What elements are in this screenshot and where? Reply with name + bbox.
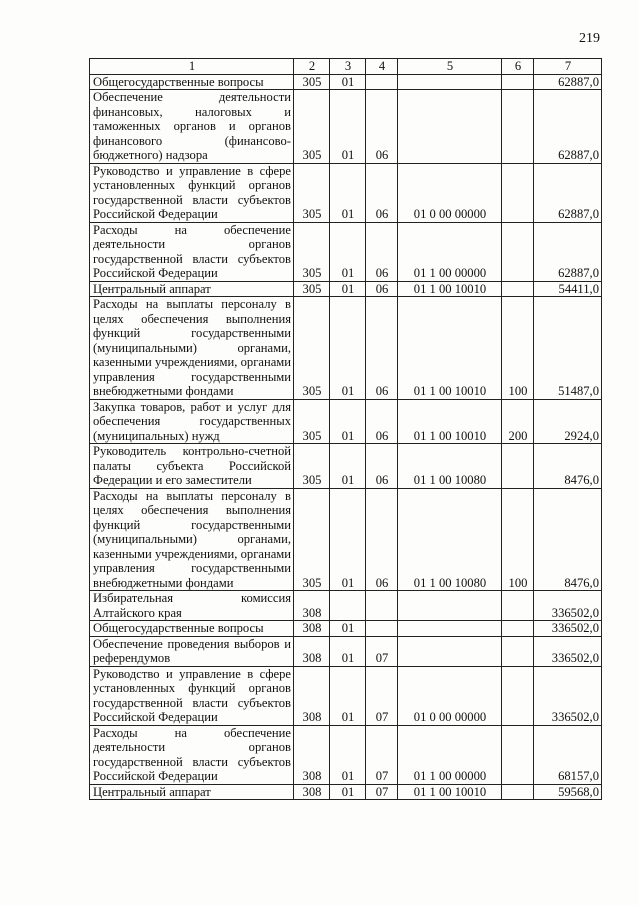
- row-rz-cell: [330, 591, 366, 621]
- table-row: [90, 399, 602, 444]
- table-row: [90, 621, 602, 637]
- row-name-cell: Общегосударственные вопросы: [90, 74, 294, 90]
- row-pr-cell: 06: [366, 399, 398, 444]
- table-row: [90, 636, 602, 666]
- row-name-cell: Общегосударственные вопросы: [90, 621, 294, 637]
- row-pr-cell: 06: [366, 90, 398, 164]
- row-sum-cell: 54411,0: [534, 281, 602, 297]
- row-pr-cell: 06: [366, 444, 398, 489]
- row-rz-cell: 01: [330, 621, 366, 637]
- row-csr-cell: 01 1 00 10010: [398, 399, 502, 444]
- row-vr-cell: [502, 636, 534, 666]
- row-vr-cell: 100: [502, 488, 534, 591]
- row-name-cell: Избирательная комиссия Алтайского края: [90, 591, 294, 621]
- row-sum-cell: 62887,0: [534, 163, 602, 222]
- column-header-3: 3: [330, 59, 366, 75]
- row-rz-cell: 01: [330, 222, 366, 281]
- row-ved-cell: 305: [294, 163, 330, 222]
- row-sum-cell: 59568,0: [534, 784, 602, 800]
- row-vr-cell: [502, 666, 534, 725]
- row-name-cell: Центральный аппарат: [90, 281, 294, 297]
- row-rz-cell: 01: [330, 444, 366, 489]
- row-rz-cell: 01: [330, 784, 366, 800]
- row-ved-cell: 305: [294, 281, 330, 297]
- column-header-1: 1: [90, 59, 294, 75]
- row-ved-cell: 308: [294, 666, 330, 725]
- row-name-cell: Расходы на обеспечение деятельности органов государственной власти субъектов Российской Федерации: [90, 222, 294, 281]
- row-csr-cell: 01 1 00 00000: [398, 222, 502, 281]
- table-row: [90, 666, 602, 725]
- row-name-cell: Руководитель контрольно-счетной палаты субъекта Российской Федерации и его заместители: [90, 444, 294, 489]
- row-name-cell: Закупка товаров, работ и услуг для обеспечения государственных (муниципальных) нужд: [90, 399, 294, 444]
- row-sum-cell: 2924,0: [534, 399, 602, 444]
- row-csr-cell: [398, 636, 502, 666]
- row-csr-cell: 01 1 00 10010: [398, 297, 502, 400]
- row-name-cell: Руководство и управление в сфере установленных функций органов государственной власти субъектов Российской Федерации: [90, 666, 294, 725]
- row-vr-cell: [502, 784, 534, 800]
- row-sum-cell: 336502,0: [534, 666, 602, 725]
- row-ved-cell: 305: [294, 297, 330, 400]
- row-pr-cell: 07: [366, 636, 398, 666]
- page-number: 219: [579, 31, 600, 46]
- row-vr-cell: [502, 222, 534, 281]
- row-vr-cell: [502, 163, 534, 222]
- row-vr-cell: [502, 74, 534, 90]
- row-sum-cell: 8476,0: [534, 444, 602, 489]
- row-csr-cell: 01 1 00 10010: [398, 281, 502, 297]
- row-rz-cell: 01: [330, 281, 366, 297]
- row-pr-cell: 06: [366, 222, 398, 281]
- table-body: [90, 74, 602, 800]
- table-row: [90, 74, 602, 90]
- row-vr-cell: 200: [502, 399, 534, 444]
- row-sum-cell: 62887,0: [534, 90, 602, 164]
- row-sum-cell: 62887,0: [534, 74, 602, 90]
- row-ved-cell: 305: [294, 399, 330, 444]
- row-rz-cell: 01: [330, 163, 366, 222]
- row-rz-cell: 01: [330, 488, 366, 591]
- table-row: [90, 488, 602, 591]
- column-header-6: 6: [502, 59, 534, 75]
- row-vr-cell: [502, 281, 534, 297]
- row-name-cell: Расходы на выплаты персоналу в целях обеспечения выполнения функций государственными (муниципальными) органами, казенными учреждениями, органами управления государственными внебюджетными фондами: [90, 488, 294, 591]
- row-pr-cell: 06: [366, 488, 398, 591]
- row-rz-cell: 01: [330, 297, 366, 400]
- row-rz-cell: 01: [330, 666, 366, 725]
- row-sum-cell: 336502,0: [534, 591, 602, 621]
- row-vr-cell: [502, 444, 534, 489]
- row-name-cell: Центральный аппарат: [90, 784, 294, 800]
- table-row: [90, 163, 602, 222]
- row-csr-cell: [398, 591, 502, 621]
- row-csr-cell: 01 1 00 10080: [398, 444, 502, 489]
- row-csr-cell: [398, 621, 502, 637]
- table-row: [90, 784, 602, 800]
- row-ved-cell: 305: [294, 74, 330, 90]
- row-vr-cell: [502, 591, 534, 621]
- row-ved-cell: 305: [294, 90, 330, 164]
- row-ved-cell: 305: [294, 488, 330, 591]
- row-pr-cell: 07: [366, 666, 398, 725]
- column-header-4: 4: [366, 59, 398, 75]
- row-pr-cell: 07: [366, 725, 398, 784]
- row-name-cell: Обеспечение деятельности финансовых, налоговых и таможенных органов и органов финансового (финансово-бюджетного) надзора: [90, 90, 294, 164]
- row-vr-cell: [502, 90, 534, 164]
- row-rz-cell: 01: [330, 725, 366, 784]
- row-ved-cell: 308: [294, 591, 330, 621]
- row-ved-cell: 308: [294, 725, 330, 784]
- table-row: [90, 591, 602, 621]
- row-csr-cell: [398, 74, 502, 90]
- table-row: [90, 725, 602, 784]
- row-csr-cell: 01 0 00 00000: [398, 666, 502, 725]
- row-pr-cell: 06: [366, 281, 398, 297]
- row-vr-cell: [502, 621, 534, 637]
- budget-table: [89, 58, 602, 800]
- row-rz-cell: 01: [330, 636, 366, 666]
- row-ved-cell: 308: [294, 636, 330, 666]
- row-pr-cell: 06: [366, 297, 398, 400]
- table-row: [90, 90, 602, 164]
- row-rz-cell: 01: [330, 74, 366, 90]
- row-sum-cell: 336502,0: [534, 621, 602, 637]
- table-row: [90, 281, 602, 297]
- row-sum-cell: 51487,0: [534, 297, 602, 400]
- row-csr-cell: [398, 90, 502, 164]
- row-sum-cell: 62887,0: [534, 222, 602, 281]
- row-ved-cell: 308: [294, 784, 330, 800]
- row-pr-cell: 06: [366, 163, 398, 222]
- column-header-5: 5: [398, 59, 502, 75]
- table-header-row: [90, 59, 602, 75]
- row-name-cell: Расходы на обеспечение деятельности органов государственной власти субъектов Российской Федерации: [90, 725, 294, 784]
- table-row: [90, 297, 602, 400]
- row-pr-cell: [366, 74, 398, 90]
- row-csr-cell: 01 0 00 00000: [398, 163, 502, 222]
- row-pr-cell: [366, 621, 398, 637]
- row-pr-cell: 07: [366, 784, 398, 800]
- row-ved-cell: 308: [294, 621, 330, 637]
- row-rz-cell: 01: [330, 90, 366, 164]
- row-sum-cell: 8476,0: [534, 488, 602, 591]
- row-csr-cell: 01 1 00 00000: [398, 725, 502, 784]
- row-sum-cell: 68157,0: [534, 725, 602, 784]
- row-name-cell: Обеспечение проведения выборов и референдумов: [90, 636, 294, 666]
- row-pr-cell: [366, 591, 398, 621]
- table-row: [90, 222, 602, 281]
- row-vr-cell: [502, 725, 534, 784]
- column-header-2: 2: [294, 59, 330, 75]
- row-sum-cell: 336502,0: [534, 636, 602, 666]
- row-csr-cell: 01 1 00 10010: [398, 784, 502, 800]
- row-ved-cell: 305: [294, 444, 330, 489]
- table-row: [90, 444, 602, 489]
- row-rz-cell: 01: [330, 399, 366, 444]
- column-header-7: 7: [534, 59, 602, 75]
- row-vr-cell: 100: [502, 297, 534, 400]
- row-name-cell: Руководство и управление в сфере установленных функций органов государственной власти субъектов Российской Федерации: [90, 163, 294, 222]
- row-csr-cell: 01 1 00 10080: [398, 488, 502, 591]
- row-ved-cell: 305: [294, 222, 330, 281]
- row-name-cell: Расходы на выплаты персоналу в целях обеспечения выполнения функций государственными (муниципальными) органами, казенными учреждениями, органами управления государственными внебюджетными фондами: [90, 297, 294, 400]
